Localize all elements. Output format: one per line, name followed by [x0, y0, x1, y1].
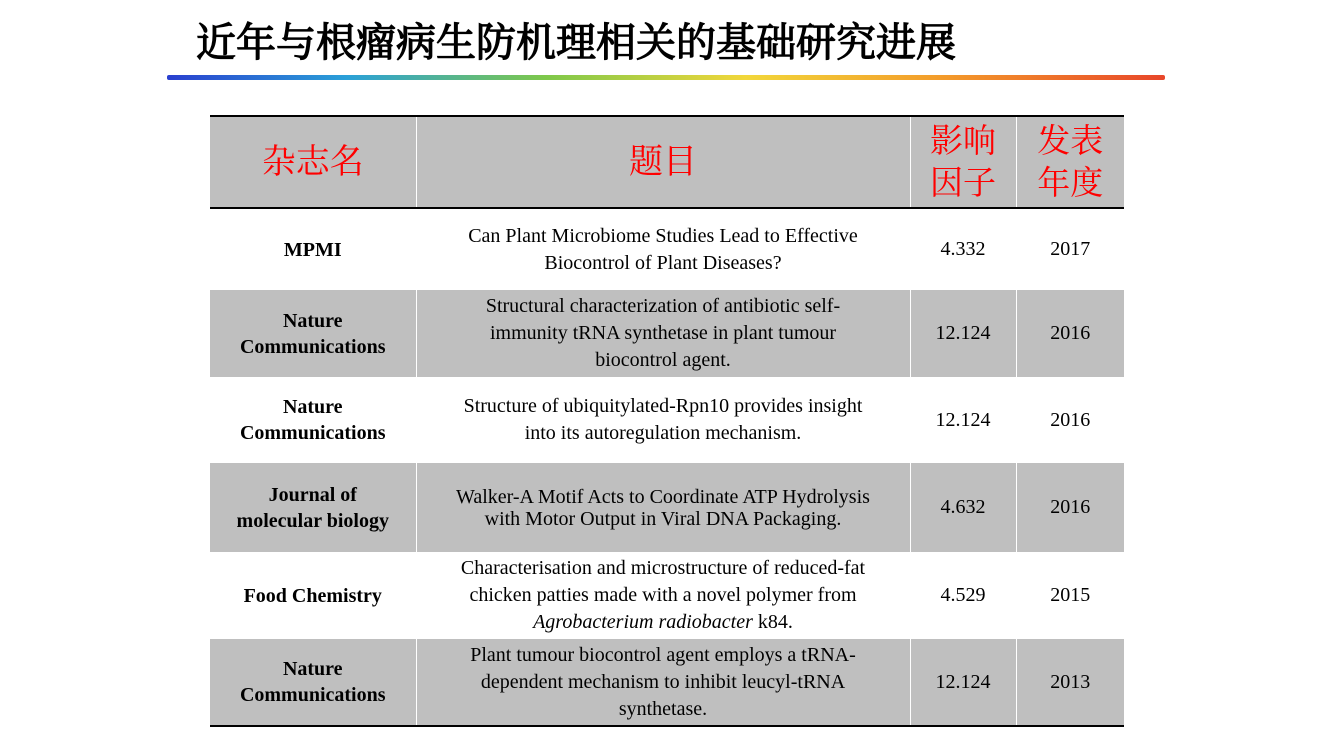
title-line: immunity tRNA synthetase in plant tumour	[489, 322, 837, 344]
journal-cell	[210, 552, 416, 639]
title-cell	[416, 552, 910, 639]
title-line: dependent mechanism to inhibit leucyl-tRNA	[480, 670, 846, 693]
header-impact-factor-line1: 影响	[930, 121, 996, 160]
title-line: Structure of ubiquitylated-Rpn10 provides insight	[463, 395, 863, 417]
journal-cell	[210, 377, 416, 463]
title-cell	[416, 377, 910, 463]
title-line: Can Plant Microbiome Studies Lead to Effective	[468, 224, 858, 247]
title-cell	[416, 290, 910, 377]
journal-name: Communications	[239, 335, 386, 358]
journal-name: Nature	[282, 396, 343, 418]
impact-factor-cell: 12.124	[910, 290, 1016, 377]
title-cell	[416, 639, 910, 726]
impact-factor-cell: 4.529	[910, 552, 1016, 639]
table-row	[210, 463, 1124, 552]
title-cell	[416, 463, 910, 552]
year-cell: 2016	[1016, 463, 1124, 552]
year-cell: 2015	[1016, 552, 1124, 639]
journal-name: molecular biology	[236, 509, 389, 532]
title-line: synthetase.	[618, 697, 708, 720]
title-line: with Motor Output in Viral DNA Packaging.	[484, 507, 842, 530]
header-title: 题目	[416, 116, 910, 208]
table-row	[210, 552, 1124, 639]
impact-factor-cell: 4.632	[910, 463, 1016, 552]
header-year	[1016, 116, 1124, 208]
journal-cell	[210, 639, 416, 726]
journal-name: Nature	[282, 309, 343, 332]
header-year-line1: 发表	[1037, 121, 1104, 160]
slide-title: 近年与根瘤病生防机理相关的基础研究进展	[196, 20, 956, 66]
table-row	[210, 377, 1124, 463]
title-divider	[167, 75, 1165, 80]
title-line: Biocontrol of Plant Diseases?	[544, 251, 782, 274]
year-cell: 2016	[1016, 377, 1124, 463]
header-impact-factor-line2: 因子	[930, 163, 996, 202]
year-cell: 2017	[1016, 208, 1124, 290]
table-row	[210, 208, 1124, 290]
table-row	[210, 290, 1124, 377]
journal-cell	[210, 208, 416, 290]
impact-factor-cell: 12.124	[910, 639, 1016, 726]
title-line: chicken patties made with a novel polymer from	[469, 584, 857, 606]
journal-cell	[210, 290, 416, 377]
title-line: into its autoregulation mechanism.	[524, 422, 802, 444]
publications-table	[210, 115, 1124, 727]
title-line: k84.	[752, 611, 793, 633]
year-cell: 2016	[1016, 290, 1124, 377]
journal-name: Journal of	[268, 483, 357, 506]
impact-factor-cell: 12.124	[910, 377, 1016, 463]
title-line: biocontrol agent.	[595, 349, 731, 371]
header-year-line2: 年度	[1037, 163, 1104, 202]
journal-name: Nature	[282, 658, 343, 680]
title-line: Characterisation and microstructure of reduced-fat	[460, 557, 866, 579]
header-journal: 杂志名	[210, 116, 416, 208]
journal-name: MPMI	[283, 238, 342, 261]
journal-name: Food Chemistry	[243, 584, 382, 607]
journal-cell	[210, 463, 416, 552]
impact-factor-cell: 4.332	[910, 208, 1016, 290]
title-line: Structural characterization of antibiotic self-	[485, 295, 841, 317]
table-row	[210, 639, 1124, 726]
journal-name: Communications	[239, 684, 386, 706]
year-cell: 2013	[1016, 639, 1124, 726]
table-header-row	[210, 116, 1124, 208]
title-line: Plant tumour biocontrol agent employs a tRNA-	[470, 643, 856, 666]
title-cell	[416, 208, 910, 290]
organism-name: Agrobacterium radiobacter	[533, 611, 753, 633]
title-line: Walker-A Motif Acts to Coordinate ATP Hydrolysis	[456, 485, 870, 508]
header-impact-factor	[910, 116, 1016, 208]
journal-name: Communications	[239, 422, 386, 444]
